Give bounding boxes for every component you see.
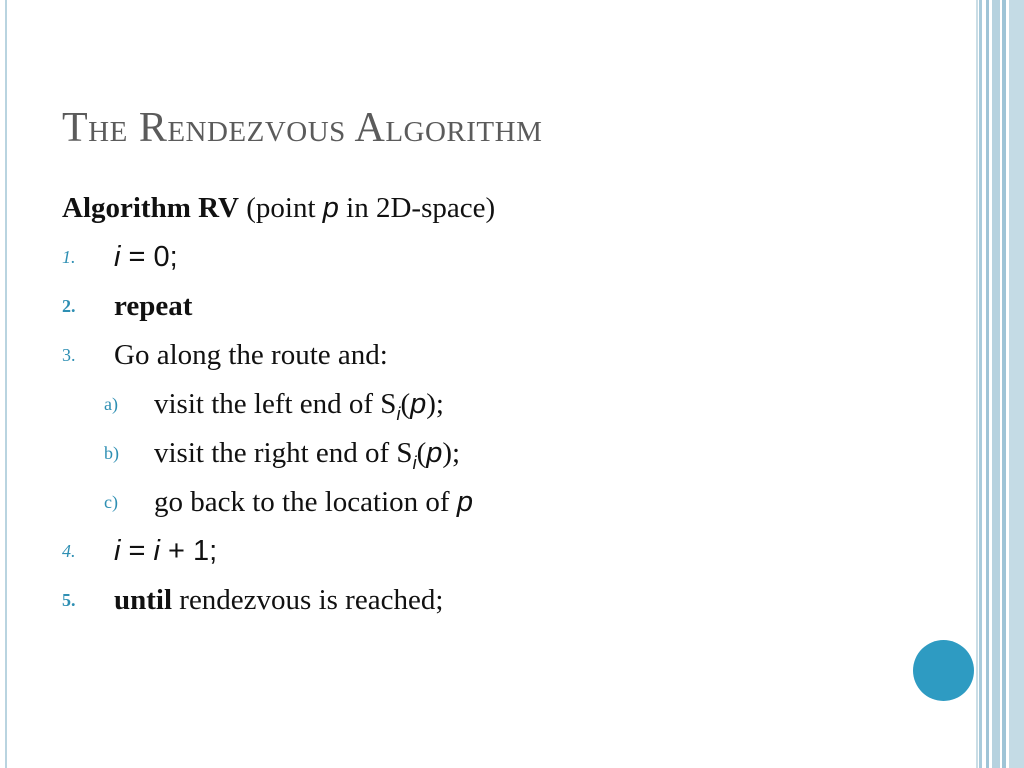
list-item-substep-a bbox=[62, 380, 902, 429]
step-rest: + 1; bbox=[159, 535, 218, 567]
list-item-step-2 bbox=[62, 282, 902, 331]
paren-open: ( bbox=[416, 437, 427, 469]
list-item-step-1 bbox=[62, 233, 902, 282]
stripe bbox=[979, 0, 982, 768]
paren-close: ); bbox=[426, 388, 444, 420]
var-p: p bbox=[410, 388, 427, 420]
step-number: 4. bbox=[62, 541, 76, 561]
step-number: 5. bbox=[62, 590, 76, 610]
stripe bbox=[1009, 0, 1024, 768]
substep-main: go back to the location of bbox=[154, 486, 457, 518]
step-rest: = 0; bbox=[120, 241, 178, 273]
step-keyword: repeat bbox=[114, 290, 193, 322]
step-text: Go along the route and: bbox=[114, 339, 388, 371]
list-item-step-5 bbox=[62, 576, 902, 625]
algorithm-name: Algorithm RV bbox=[62, 192, 239, 224]
var-i: i bbox=[114, 535, 121, 567]
step-rest: rendezvous is reached; bbox=[172, 584, 444, 616]
var-i: i bbox=[153, 535, 160, 567]
list-item-substep-c bbox=[62, 478, 902, 527]
step-keyword: until bbox=[114, 584, 173, 616]
substep-letter: b) bbox=[104, 443, 119, 463]
list-item-step-4 bbox=[62, 527, 902, 576]
stripe bbox=[1002, 0, 1006, 768]
left-frame-line bbox=[5, 0, 7, 768]
step-number: 2. bbox=[62, 296, 76, 316]
stripe bbox=[986, 0, 989, 768]
step-text bbox=[114, 233, 178, 282]
substep-main: visit the right end of S bbox=[154, 437, 413, 469]
var-i: i bbox=[114, 241, 121, 273]
algorithm-param-var: p bbox=[322, 192, 339, 224]
accent-circle bbox=[913, 640, 974, 701]
paren-close: ); bbox=[442, 437, 461, 469]
substep-letter: a) bbox=[104, 394, 118, 414]
substep-text bbox=[154, 478, 473, 527]
list-item-step-3 bbox=[62, 331, 902, 380]
algorithm-heading bbox=[62, 184, 902, 233]
var-p: p bbox=[426, 437, 443, 469]
step-number: 1. bbox=[62, 247, 76, 267]
algorithm-param-open: (point bbox=[246, 192, 323, 224]
subscript-i: i bbox=[396, 403, 401, 424]
subscript-i: i bbox=[412, 452, 417, 473]
step-text bbox=[114, 527, 217, 576]
list-item-substep-b bbox=[62, 429, 902, 478]
slide-body bbox=[62, 184, 902, 625]
algorithm-param-rest: in 2D-space) bbox=[338, 192, 496, 224]
substep-letter: c) bbox=[104, 492, 118, 512]
slide-title: The Rendezvous Algorithm bbox=[62, 105, 543, 151]
substep-main: visit the left end of S bbox=[154, 388, 397, 420]
right-decorative-stripes bbox=[976, 0, 1024, 768]
var-p: p bbox=[456, 486, 473, 518]
step-number: 3. bbox=[62, 345, 76, 365]
equals-sign: = bbox=[120, 535, 154, 567]
paren-open: ( bbox=[400, 388, 411, 420]
step-text bbox=[114, 576, 443, 625]
stripe bbox=[976, 0, 978, 768]
stripe bbox=[992, 0, 1000, 768]
